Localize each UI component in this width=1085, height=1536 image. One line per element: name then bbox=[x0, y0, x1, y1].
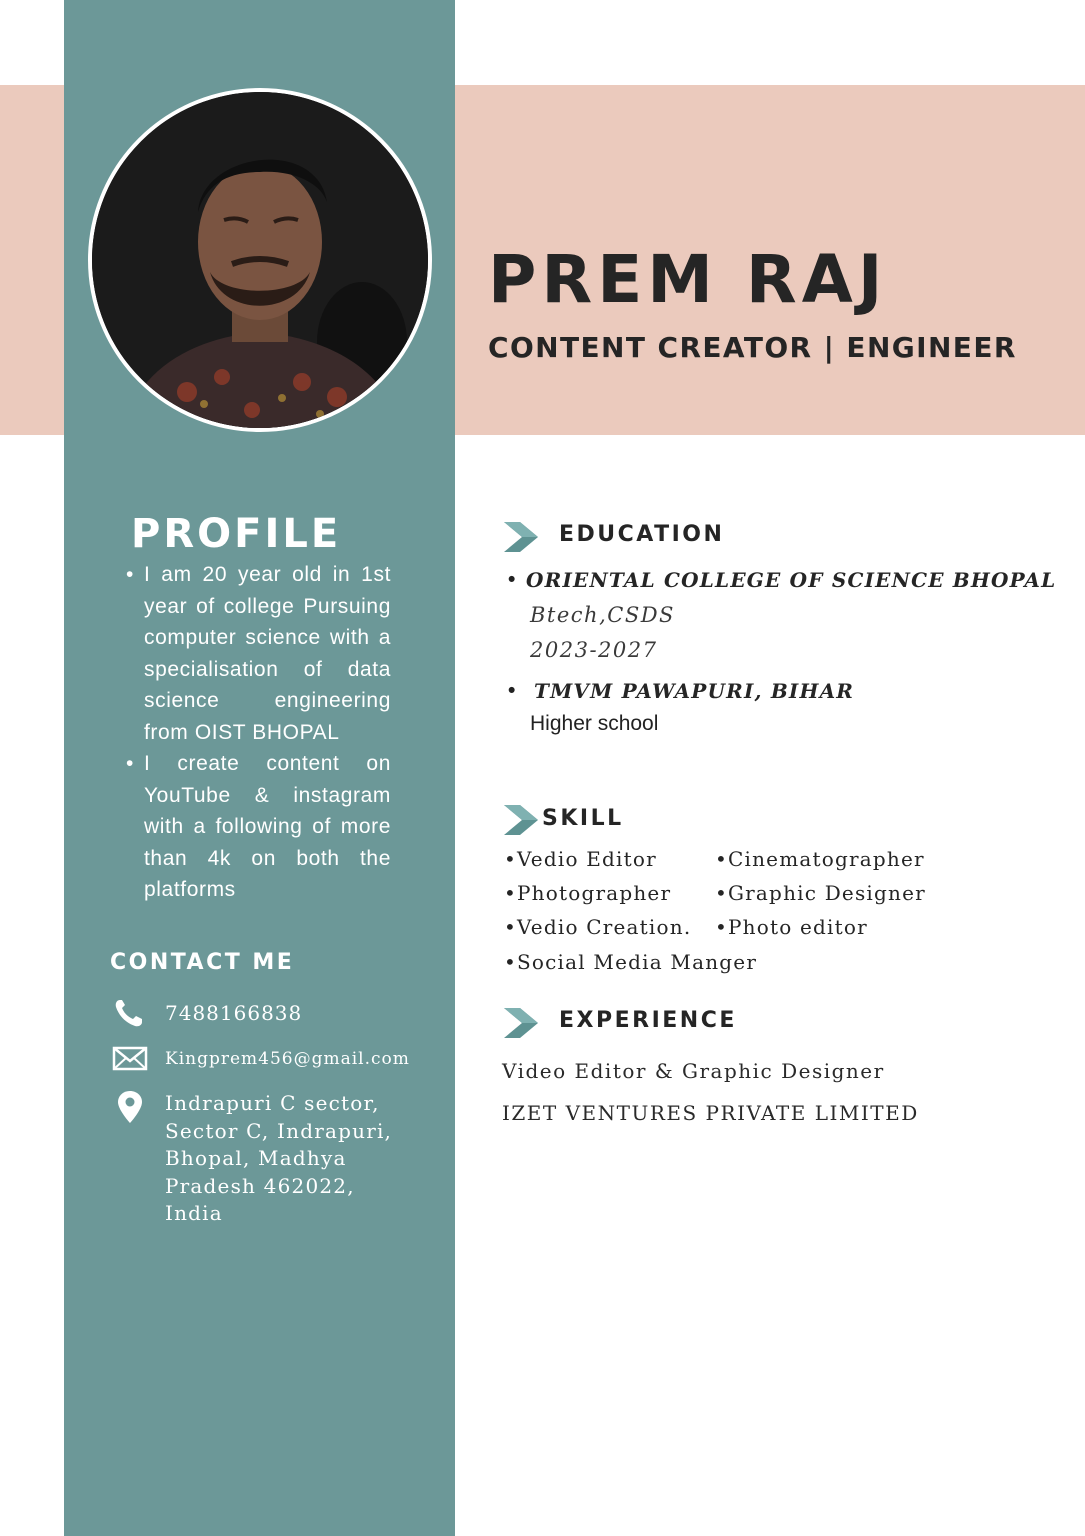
profile-photo bbox=[88, 88, 432, 432]
profile-item: • I create content on YouTube & instagram with a following of more than 4k on both the platforms bbox=[126, 748, 391, 906]
skill-heading: SKILL bbox=[542, 806, 624, 831]
resume-name: PREM RAJ bbox=[488, 241, 888, 318]
address-text: Indrapuri C sector, Sector C, Indrapuri, Bhopal, Madhya Pradesh 462022, India bbox=[165, 1091, 393, 1225]
skill-item: • Graphic Designer bbox=[715, 879, 926, 907]
education-degree: Btech,CSDS bbox=[530, 603, 675, 627]
contact-heading: CONTACT ME bbox=[110, 950, 295, 975]
resume-role: CONTENT CREATOR | ENGINEER bbox=[488, 331, 1017, 364]
chevron-arrow-icon bbox=[504, 522, 540, 552]
education-heading: EDUCATION bbox=[559, 522, 725, 547]
skill-item: • Social Media Manger bbox=[504, 948, 757, 976]
skill-item: • Photo editor bbox=[715, 913, 868, 941]
phone-number[interactable]: 7488166838 bbox=[165, 1001, 303, 1025]
education-institution: ORIENTAL COLLEGE OF SCIENCE BHOPAL bbox=[526, 568, 1057, 592]
location-pin-icon bbox=[112, 1090, 150, 1120]
bullet: • bbox=[508, 679, 516, 702]
profile-list bbox=[126, 559, 391, 906]
education-degree: Higher school bbox=[530, 712, 659, 735]
experience-heading: EXPERIENCE bbox=[559, 1008, 737, 1033]
skill-item: • Photographer bbox=[504, 879, 671, 907]
experience-title: Video Editor & Graphic Designer bbox=[502, 1059, 885, 1083]
chevron-arrow-icon bbox=[504, 1008, 540, 1038]
skill-item: • Vedio Editor bbox=[504, 845, 657, 873]
email-address[interactable]: Kingprem456@gmail.com bbox=[165, 1049, 410, 1069]
skill-item: • Cinematographer bbox=[715, 845, 925, 873]
profile-item: • I am 20 year old in 1st year of college Pursuing computer science with a specialisation of data science engineering from OIST BHOPAL bbox=[126, 559, 391, 748]
chevron-arrow-icon bbox=[504, 805, 540, 835]
mail-icon bbox=[112, 1044, 150, 1074]
bullet: • bbox=[508, 568, 516, 591]
profile-heading: PROFILE bbox=[131, 511, 342, 557]
education-years: 2023-2027 bbox=[530, 638, 658, 662]
skill-item: • Vedio Creation. bbox=[504, 913, 691, 941]
experience-company: IZET VENTURES PRIVATE LIMITED bbox=[502, 1101, 919, 1125]
education-institution: TMVM PAWAPURI, BIHAR bbox=[534, 679, 855, 703]
phone-icon bbox=[112, 998, 150, 1028]
